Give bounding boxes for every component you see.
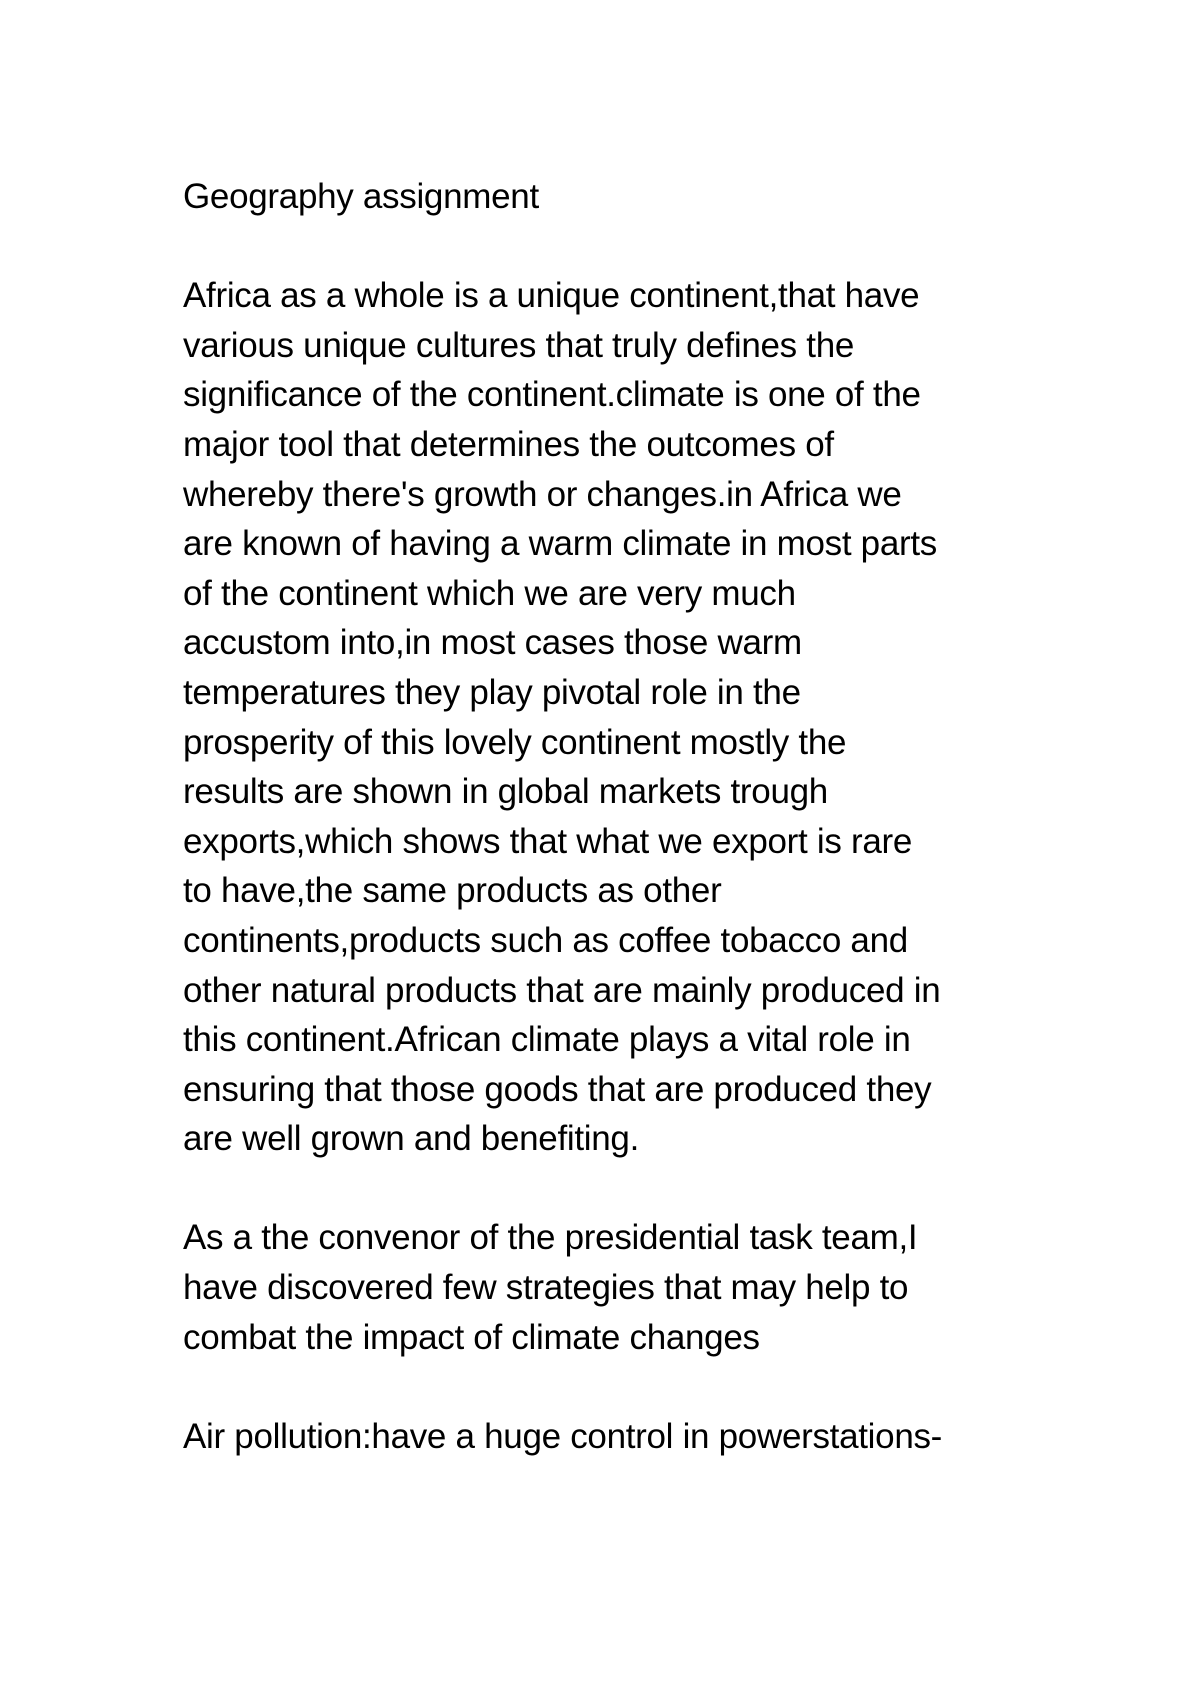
text-line: temperatures they play pivotal role in the [183,672,801,712]
paragraph-air-pollution [183,1412,1063,1462]
text-line: Air pollution:have a huge control in powerstations- [183,1416,943,1456]
text-line: various unique cultures that truly defines the [183,325,855,365]
text-line: have discovered few strategies that may help to [183,1268,909,1308]
text-line: whereby there's growth or changes.in Africa we [183,474,902,514]
document-body [183,172,1063,1461]
text-line: ensuring that those goods that are produced they [183,1069,932,1109]
text-line: continents,products such as coffee tobacco and [183,920,908,960]
text-line: this continent.African climate plays a vital role in [183,1020,911,1060]
text-line: are known of having a warm climate in most parts [183,524,937,564]
text-line: are well grown and benefiting. [183,1119,640,1159]
paragraph-spacer [183,1164,1063,1214]
text-line: of the continent which we are very much [183,573,796,613]
text-line: combat the impact of climate changes [183,1317,760,1357]
text-line: to have,the same products as other [183,871,722,911]
paragraph-spacer [183,1362,1063,1412]
paragraph-spacer [183,222,1063,272]
text-line: As a the convenor of the presidential task team,I [183,1218,918,1258]
text-line: prosperity of this lovely continent mostly the [183,722,847,762]
text-line: other natural products that are mainly produced in [183,970,941,1010]
text-line: exports,which shows that what we export is rare [183,821,913,861]
paragraph-africa-climate [183,271,1063,1164]
text-line: accustom into,in most cases those warm [183,623,802,663]
text-line: significance of the continent.climate is one of the [183,375,921,415]
text-line: major tool that determines the outcomes of [183,424,834,464]
paragraph-task-team [183,1213,1063,1362]
text-line: results are shown in global markets trough [183,772,828,812]
document-title: Geography assignment [183,177,539,216]
text-line: Africa as a whole is a unique continent,that have [183,276,920,316]
